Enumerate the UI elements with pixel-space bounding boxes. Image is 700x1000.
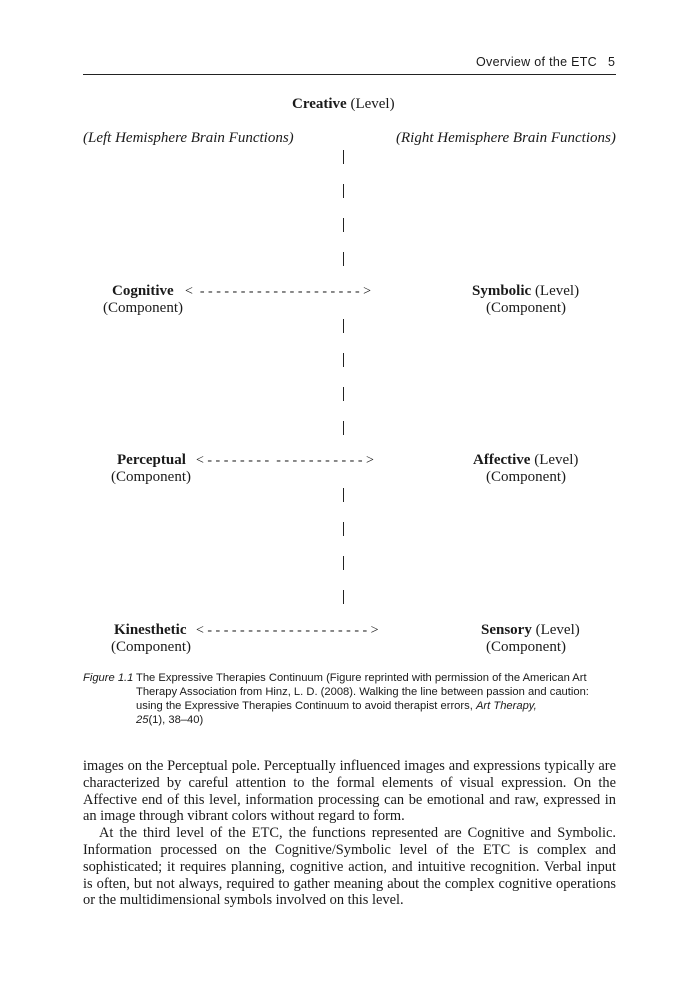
creative-level-text: (Level) bbox=[346, 96, 395, 112]
axis-bar bbox=[343, 252, 344, 266]
axis-bar bbox=[343, 218, 344, 232]
running-title: Overview of the ETC bbox=[476, 55, 598, 69]
figure-caption-text bbox=[136, 671, 598, 727]
figure-caption-label: Figure 1.1 bbox=[83, 672, 134, 684]
page-number: 5 bbox=[608, 55, 616, 69]
cognitive-label: Cognitive bbox=[112, 283, 174, 299]
perceptual-affective-arrow: < - - - - - - - - - - - - - - - - - - - > bbox=[196, 453, 374, 468]
axis-bar bbox=[343, 184, 344, 198]
figure-top-label bbox=[292, 96, 395, 113]
body-paragraph-1: images on the Perceptual pole. Perceptually influenced images and expressions typically are characterized by careful attention to the formal elements of visual expression. On the Affective end of this level, information processing can be emotional and raw, expressed in an image through vibrant colors without regard to form. bbox=[83, 758, 616, 825]
kinesthetic-component: (Component) bbox=[111, 639, 191, 655]
body-paragraph-2: At the third level of the ETC, the functions represented are Cognitive and Symbolic. Information processed on the Cognitive/Symbolic level of the ETC is complex and sophisticated; it requires planning, cognitive action, and intuitive recognition. Verbal input is often, but not always, required to gather meaning about the complex cognitive operations or the multidimensional symbols involved on this level. bbox=[83, 825, 616, 909]
symbolic-level-text: (Level) bbox=[531, 283, 580, 299]
sensory-component: (Component) bbox=[486, 639, 566, 655]
axis-bar bbox=[343, 556, 344, 570]
sensory-label bbox=[481, 622, 580, 639]
axis-bar bbox=[343, 488, 344, 502]
symbolic-bold: Symbolic bbox=[472, 283, 532, 299]
affective-level-text: (Level) bbox=[530, 452, 579, 468]
cognitive-component: (Component) bbox=[103, 300, 183, 316]
axis-bar bbox=[343, 522, 344, 536]
kinesthetic-label: Kinesthetic bbox=[114, 622, 187, 638]
header-rule bbox=[83, 74, 616, 75]
affective-bold: Affective bbox=[473, 452, 531, 468]
axis-bar bbox=[343, 421, 344, 435]
affective-component: (Component) bbox=[486, 469, 566, 485]
symbolic-component: (Component) bbox=[486, 300, 566, 316]
perceptual-component: (Component) bbox=[111, 469, 191, 485]
affective-label bbox=[473, 452, 578, 469]
body-text bbox=[83, 758, 616, 909]
symbolic-label bbox=[472, 283, 579, 300]
sensory-level-text: (Level) bbox=[531, 622, 580, 638]
left-hemisphere-label: (Left Hemisphere Brain Functions) bbox=[83, 130, 294, 146]
axis-bar bbox=[343, 590, 344, 604]
caption-volume: 25 bbox=[136, 714, 149, 726]
creative-label: Creative bbox=[292, 96, 347, 112]
caption-journal: Art Therapy, bbox=[475, 700, 537, 712]
caption-issue-pages: (1), 38–40) bbox=[148, 714, 204, 726]
caption-main-text: The Expressive Therapies Continuum (Figure reprinted with permission of the American Art Therapy Association from Hinz, L. D. (2008). Walking the line between passion and caution: using the Expressive Therapies Continuum to avoid therapist errors, bbox=[136, 672, 589, 712]
axis-bar bbox=[343, 387, 344, 401]
axis-bar bbox=[343, 353, 344, 367]
right-hemisphere-label: (Right Hemisphere Brain Functions) bbox=[396, 130, 616, 146]
kinesthetic-sensory-arrow: < - - - - - - - - - - - - - - - - - - - - > bbox=[196, 623, 379, 638]
perceptual-label: Perceptual bbox=[117, 452, 186, 468]
cognitive-symbolic-arrow: < - - - - - - - - - - - - - - - - - - - - > bbox=[185, 284, 372, 299]
axis-bar bbox=[343, 150, 344, 164]
sensory-bold: Sensory bbox=[481, 622, 532, 638]
axis-bar bbox=[343, 319, 344, 333]
